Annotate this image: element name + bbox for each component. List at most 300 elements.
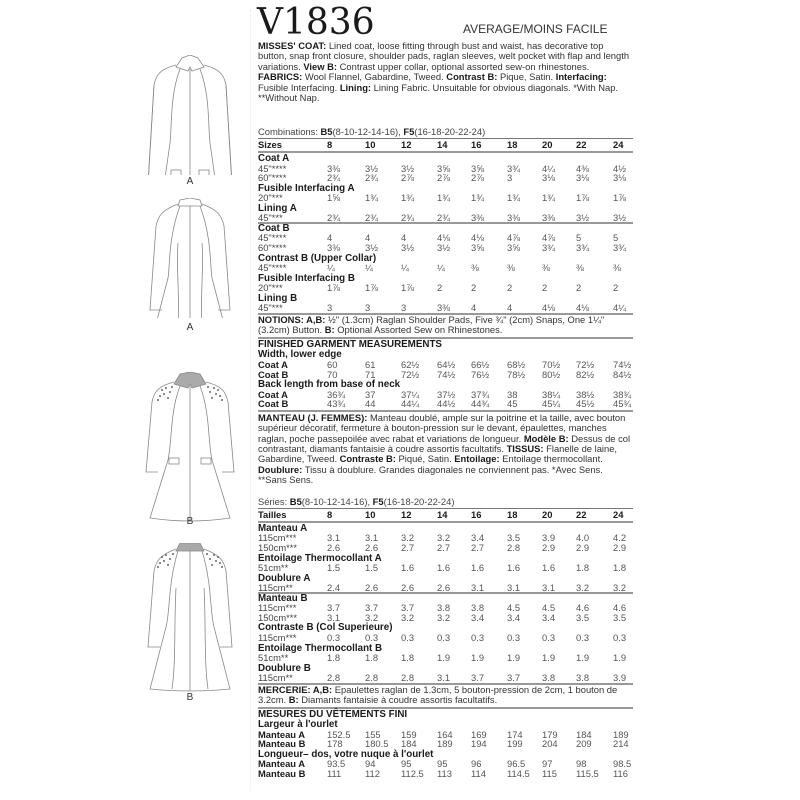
coat-b-back-illustration <box>120 543 260 693</box>
cell-value: 3¾ <box>613 242 627 253</box>
cell-value: 0.3 <box>327 631 341 643</box>
row-label: 45"*** <box>258 302 283 314</box>
cell-value: 214 <box>613 738 629 750</box>
cell-value: 22 <box>576 508 587 520</box>
combo-text: Séries: <box>258 495 290 507</box>
cell-value: 1¾ <box>437 192 451 204</box>
cell-value: 155 <box>365 728 381 740</box>
english-notions <box>258 315 633 336</box>
yardage-row <box>258 193 633 203</box>
row-label: 115cm** <box>258 672 293 684</box>
combo-code: F5 <box>372 495 384 507</box>
view-b-front-label: B <box>186 516 194 527</box>
cell-value: 3⅜ <box>327 242 341 253</box>
cell-value: 1.9 <box>576 652 590 663</box>
cell-value: 3.7 <box>365 602 379 614</box>
section-heading: Entoilage Thermocollant A <box>258 552 382 564</box>
cell-value: 74½ <box>437 368 456 380</box>
cell-value: 0.3 <box>613 631 627 643</box>
cell-value: 2.8 <box>365 672 379 684</box>
cell-value: 45¾ <box>613 398 632 410</box>
yardage-row <box>258 263 633 273</box>
coat-a-back-illustration <box>120 198 260 318</box>
text: Wool Flannel, Gabardine, Tweed. <box>302 71 447 83</box>
section-heading: Lining B <box>258 292 298 304</box>
cell-value: 3.2 <box>613 582 627 594</box>
yardage-row <box>258 613 633 623</box>
cell-value: 3½ <box>401 242 415 253</box>
cell-value: 2.6 <box>401 582 415 594</box>
cell-value: 111 <box>327 768 342 779</box>
cell-value: 3.7 <box>471 672 485 684</box>
cell-value: 3.8 <box>471 602 485 614</box>
cell-value: 3.1 <box>437 672 451 684</box>
cell-value: 1.8 <box>327 652 341 663</box>
cell-value: 2⅞ <box>471 172 485 184</box>
cell-value: 4.6 <box>576 602 590 614</box>
cell-value: 2.9 <box>613 541 627 553</box>
cell-value: 3⅜ <box>507 212 521 224</box>
cell-value: 4.5 <box>507 602 521 614</box>
section-heading: Width, lower edge <box>258 349 342 361</box>
cell-value: 3.4 <box>542 611 556 623</box>
cell-value: 14 <box>437 508 448 520</box>
cell-value: 194 <box>471 738 487 750</box>
bold-term: Interfacing: <box>555 71 607 83</box>
cell-value: 4 <box>365 232 371 244</box>
cell-value: 3.1 <box>327 532 341 544</box>
yardage-row <box>258 303 633 313</box>
yardage-row <box>258 563 633 573</box>
cell-value: 0.3 <box>437 631 451 643</box>
cell-value: 3.8 <box>576 672 590 684</box>
cell-value: 2.7 <box>471 541 485 553</box>
cell-value: 1.9 <box>437 652 451 663</box>
cell-value: 96 <box>471 758 482 770</box>
cell-value: 38 <box>507 388 518 400</box>
cell-value: 1.9 <box>471 652 485 663</box>
cell-value: 3.1 <box>471 582 485 594</box>
cell-value: 78½ <box>507 368 526 380</box>
cell-value: 3.7 <box>507 672 521 684</box>
cell-value: 3.2 <box>401 611 415 623</box>
cell-value: 2¾ <box>365 212 379 224</box>
cell-value: 3.9 <box>613 672 627 684</box>
cell-value: 3.7 <box>401 602 415 614</box>
cell-value: 76½ <box>471 368 490 380</box>
cell-value: ⅜ <box>613 262 621 274</box>
combo-text: (16-18-20-22-24) <box>414 126 486 137</box>
cell-value: 2.9 <box>542 541 556 553</box>
section-heading: Coat B <box>258 222 290 234</box>
cell-value: 2 <box>576 282 582 294</box>
combo-code: B5 <box>320 126 333 137</box>
cell-value: 3½ <box>613 212 627 224</box>
cell-value: ⅜ <box>542 262 550 274</box>
cell-value: 97 <box>542 758 553 770</box>
size-combinations <box>258 126 485 137</box>
cell-value: 14 <box>437 139 448 150</box>
cell-value: 1⅞ <box>327 282 341 294</box>
section-heading: Longueur– dos, votre nuque à l'ourlet <box>258 748 434 760</box>
section-heading: Contraste B (Col Superieure) <box>258 622 393 634</box>
cell-value: 3⅝ <box>507 242 521 253</box>
cell-value: 38¼ <box>542 388 561 400</box>
row-label: 45"*** <box>258 212 283 224</box>
cell-value: 2⅞ <box>437 172 451 184</box>
row-label: Coat A <box>258 358 288 370</box>
french-description <box>258 413 633 486</box>
bold-term: Contraste B: <box>339 453 396 465</box>
cell-value: 180.5 <box>365 738 389 750</box>
cell-value: 96.5 <box>507 758 526 770</box>
cell-value: 115 <box>542 768 557 779</box>
cell-value: 4⅛ <box>576 302 590 314</box>
cell-value: 2.8 <box>327 672 341 684</box>
cell-value: 152.5 <box>327 728 351 740</box>
cell-value: 2.6 <box>327 541 341 553</box>
row-label: 20"*** <box>258 192 283 204</box>
cell-value: 1.6 <box>471 562 485 573</box>
yardage-row <box>258 673 633 683</box>
row-label: Sizes <box>258 139 282 150</box>
cell-value: 4.5 <box>542 602 556 614</box>
cell-value: 80½ <box>542 368 561 380</box>
cell-value: 1¾ <box>507 192 521 204</box>
cell-value: 1.6 <box>401 562 415 573</box>
row-label: 45"**** <box>258 262 287 274</box>
cell-value: 4 <box>507 302 513 314</box>
row-label: Manteau B <box>258 738 306 750</box>
cell-value: 112.5 <box>401 768 424 779</box>
french-notions <box>258 685 633 706</box>
bold-term: View B: <box>303 60 338 72</box>
cell-value: 70½ <box>542 358 561 370</box>
cell-value: 72½ <box>401 368 420 380</box>
row-label: Tailles <box>258 508 287 520</box>
bold-term: FABRICS: <box>258 71 303 83</box>
cell-value: 3⅛ <box>542 172 556 184</box>
measurement-row <box>258 739 633 749</box>
cell-value: 98 <box>576 758 587 770</box>
cell-value: 37¼ <box>401 388 420 400</box>
cell-value: 115.5 <box>576 768 599 779</box>
cell-value: 3.1 <box>327 611 341 623</box>
row-label: Coat A <box>258 388 288 400</box>
column-divider <box>250 10 251 790</box>
cell-value: 169 <box>471 728 487 740</box>
cell-value: 1.8 <box>365 652 379 663</box>
cell-value: 3½ <box>401 162 415 174</box>
cell-value: 179 <box>542 728 558 740</box>
sizes-header-row <box>258 140 633 150</box>
section-heading: Fusible Interfacing B <box>258 272 355 284</box>
cell-value: 3.2 <box>576 582 590 594</box>
cell-value: 74½ <box>613 358 632 370</box>
section-heading: Doublure B <box>258 662 311 674</box>
view-a-back-label: A <box>186 322 194 333</box>
yardage-row <box>258 283 633 293</box>
cell-value: 2 <box>471 282 477 294</box>
cell-value: 16 <box>471 139 482 150</box>
cell-value: 1.5 <box>327 562 341 573</box>
text: Entoilage thermocollant. <box>499 453 603 465</box>
cell-value: 3 <box>507 172 513 184</box>
cell-value: 22 <box>576 139 587 150</box>
english-description <box>258 41 633 103</box>
cell-value: 3.8 <box>542 672 556 684</box>
cell-value: 18 <box>507 508 518 520</box>
cell-value: 37½ <box>437 388 456 400</box>
cell-value: 4⅞ <box>542 232 556 244</box>
cell-value: 178 <box>327 738 343 750</box>
cell-value: 4¼ <box>542 162 556 174</box>
cell-value: 4⅛ <box>437 232 451 244</box>
cell-value: 189 <box>437 738 453 750</box>
cell-value: 95 <box>437 758 448 770</box>
bold-term: MANTEAU (J. FEMMES): <box>258 411 368 423</box>
coat-b-front-illustration <box>120 372 260 522</box>
cell-value: 1¾ <box>542 192 556 204</box>
section-heading: Fusible Interfacing A <box>258 182 355 194</box>
cell-value: 1¾ <box>401 192 415 204</box>
yardage-row <box>258 543 633 553</box>
cell-value: ¼ <box>437 262 445 274</box>
cell-value: 174 <box>507 728 523 740</box>
cell-value: 3⅝ <box>437 162 451 174</box>
row-label: 60"**** <box>258 172 287 184</box>
row-label: Manteau A <box>258 728 306 740</box>
combo-code: F5 <box>403 126 415 137</box>
cell-value: 3½ <box>365 242 379 253</box>
row-label: 115cm*** <box>258 631 297 643</box>
yardage-row <box>258 633 633 643</box>
cell-value: 3.2 <box>437 611 451 623</box>
cell-value: ¼ <box>365 262 373 274</box>
cell-value: 184 <box>576 728 592 740</box>
cell-value: 66½ <box>471 358 490 370</box>
cell-value: 184 <box>401 738 417 750</box>
cell-value: 3.4 <box>471 532 485 544</box>
cell-value: 62½ <box>401 358 420 370</box>
yardage-row <box>258 653 633 663</box>
cell-value: 44¼ <box>401 398 420 410</box>
cell-value: 1⅞ <box>365 282 379 294</box>
cell-value: 44 <box>365 398 376 410</box>
cell-value: 3.1 <box>507 582 521 594</box>
row-label: 51cm** <box>258 652 289 663</box>
row-label: Coat B <box>258 368 289 380</box>
cell-value: 4⅜ <box>576 162 590 174</box>
cell-value: ⅜ <box>576 262 584 274</box>
cell-value: 2.6 <box>437 582 451 594</box>
cell-value: 3 <box>365 302 371 314</box>
cell-value: 164 <box>437 728 453 740</box>
text: Fusible Interfacing. <box>258 81 340 93</box>
cell-value: 94 <box>365 758 376 770</box>
cell-value: 116 <box>613 768 628 779</box>
bold-term: Modèle B: <box>523 432 569 444</box>
row-label: 115cm** <box>258 582 293 594</box>
illustrations-column <box>120 0 260 800</box>
bold-term: B: <box>324 324 335 336</box>
cell-value: 4.6 <box>613 602 627 614</box>
cell-value: 199 <box>507 738 523 750</box>
row-label: 150cm*** <box>258 541 298 553</box>
row-label: 51cm** <box>258 562 289 573</box>
divider <box>258 151 633 153</box>
cell-value: 2⅞ <box>401 172 415 184</box>
cell-value: 2.8 <box>401 672 415 684</box>
cell-value: 2 <box>507 282 513 294</box>
cell-value: ⅜ <box>471 262 479 274</box>
size-combinations <box>258 496 454 507</box>
divider <box>258 222 633 224</box>
cell-value: 98.5 <box>613 758 632 770</box>
cell-value: 2.9 <box>576 541 590 553</box>
cell-value: 2.6 <box>365 582 379 594</box>
cell-value: 0.3 <box>471 631 485 643</box>
cell-value: 113 <box>437 768 452 779</box>
cell-value: 3⅛ <box>576 172 590 184</box>
cell-value: 3.4 <box>507 611 521 623</box>
cell-value: ¼ <box>327 262 335 274</box>
cell-value: 20 <box>542 139 553 150</box>
cell-value: 189 <box>613 728 629 740</box>
combo-code: B5 <box>289 495 302 507</box>
cell-value: 1⅞ <box>401 282 415 294</box>
cell-value: 2.8 <box>507 541 521 553</box>
cell-value: 1.8 <box>613 562 627 573</box>
cell-value: 1.6 <box>507 562 521 573</box>
cell-value: 159 <box>401 728 417 740</box>
view-a-front-label: A <box>186 176 194 187</box>
cell-value: 3¾ <box>542 242 556 253</box>
text: Lining Fabric. Unsuitable for obvious diagonals. *With Nap. **Without Nap. <box>258 81 619 104</box>
cell-value: 4 <box>401 232 407 244</box>
combo-text: (16-18-20-22-24) <box>383 495 455 507</box>
section-heading: MESURES DU VÊTEMENTS FINI <box>258 708 408 720</box>
cell-value: 209 <box>576 738 592 750</box>
cell-value: 3.2 <box>437 532 451 544</box>
cell-value: 8 <box>327 508 333 520</box>
cell-value: 0.3 <box>542 631 556 643</box>
cell-value: 3.4 <box>471 611 485 623</box>
yardage-row <box>258 173 633 183</box>
cell-value: 3⅛ <box>613 172 627 184</box>
text: Piqué, Satin. <box>395 453 455 465</box>
section-heading: Doublure A <box>258 572 311 584</box>
bold-term: B: <box>288 694 299 706</box>
cell-value: 38¾ <box>613 388 632 400</box>
cell-value: 1.5 <box>365 562 379 573</box>
cell-value: 3⅝ <box>471 242 485 253</box>
cell-value: 4⅞ <box>507 232 521 244</box>
text: Diamants fantaisie à coudre assortis facultatifs. <box>298 694 498 706</box>
section-heading: Manteau A <box>258 522 308 534</box>
cell-value: 18 <box>507 139 518 150</box>
cell-value: 1.9 <box>542 652 556 663</box>
cell-value: 71 <box>365 368 376 380</box>
cell-value: 72½ <box>576 358 595 370</box>
cell-value: 4½ <box>613 162 627 174</box>
combo-text: Combinations: <box>258 126 321 137</box>
cell-value: 82½ <box>576 368 595 380</box>
cell-value: 95 <box>401 758 412 770</box>
cell-value: 44¾ <box>471 398 490 410</box>
cell-value: 4 <box>471 302 477 314</box>
cell-value: 4.0 <box>576 532 590 544</box>
text: ½" (1.3cm) Raglan Shoulder Pads, Five ¾" (2cm) Snaps, One 1¼" (3.2cm) Button. <box>258 313 605 336</box>
cell-value: 10 <box>365 139 376 150</box>
measurement-row <box>258 399 633 409</box>
cell-value: 10 <box>365 508 376 520</box>
cell-value: 5 <box>613 232 619 244</box>
section-heading: Entoilage Thermocollant B <box>258 642 383 654</box>
cell-value: 1.8 <box>576 562 590 573</box>
cell-value: 1.9 <box>507 652 521 663</box>
cell-value: 2¾ <box>327 212 341 224</box>
bold-term: TISSUS: <box>506 443 544 455</box>
cell-value: 3⅜ <box>437 302 451 314</box>
cell-value: 3.5 <box>507 532 521 544</box>
cell-value: 2.7 <box>401 541 415 553</box>
cell-value: 4.2 <box>613 532 627 544</box>
cell-value: 3 <box>327 302 333 314</box>
section-heading: Largeur à l'ourlet <box>258 719 338 731</box>
cell-value: 24 <box>613 139 624 150</box>
cell-value: 1¾ <box>365 192 379 204</box>
cell-value: 43¾ <box>327 398 346 410</box>
cell-value: 1.9 <box>613 652 627 663</box>
cell-value: 8 <box>327 139 333 150</box>
cell-value: 4⅛ <box>542 302 556 314</box>
cell-value: 2.4 <box>327 582 341 594</box>
divider <box>258 521 633 523</box>
cell-value: 60 <box>327 358 338 370</box>
cell-value: 3½ <box>576 212 590 224</box>
cell-value: 114.5 <box>507 768 530 779</box>
cell-value: 3½ <box>365 162 379 174</box>
bold-term: Contrast B: <box>446 71 498 83</box>
cell-value: 3¾ <box>507 162 521 174</box>
cell-value: 44½ <box>437 398 456 410</box>
row-label: 45"**** <box>258 232 287 244</box>
yardage-row <box>258 243 633 253</box>
text: Dessus de col contrastant, diamants fantaisie à coudre assortis facultatifs. <box>258 432 631 455</box>
cell-value: 3.2 <box>401 532 415 544</box>
cell-value: 4⅛ <box>471 232 485 244</box>
cell-value: 45½ <box>576 398 595 410</box>
cell-value: 1.6 <box>437 562 451 573</box>
row-label: 20"*** <box>258 282 283 294</box>
bold-term: Entoilage: <box>454 453 500 465</box>
combo-text: (8-10-12-14-16), <box>332 126 404 137</box>
text: Pique, Satin. <box>497 71 556 83</box>
cell-value: 3.9 <box>542 532 556 544</box>
cell-value: 0.3 <box>576 631 590 643</box>
cell-value: 5 <box>576 232 582 244</box>
cell-value: 2 <box>613 282 619 294</box>
cell-value: 38½ <box>576 388 595 400</box>
cell-value: 1⅝ <box>327 192 341 204</box>
cell-value: 36¾ <box>327 388 346 400</box>
section-heading: Manteau B <box>258 592 308 604</box>
text: Lined coat, loose fitting through bust and waist, has decorative top button, snap front closure, shoulder pads, raglan sleeves, welt pocket with flap and length variations. <box>258 40 630 72</box>
cell-value: 24 <box>613 508 624 520</box>
measurement-row <box>258 370 633 380</box>
cell-value: 1⅞ <box>613 192 627 204</box>
